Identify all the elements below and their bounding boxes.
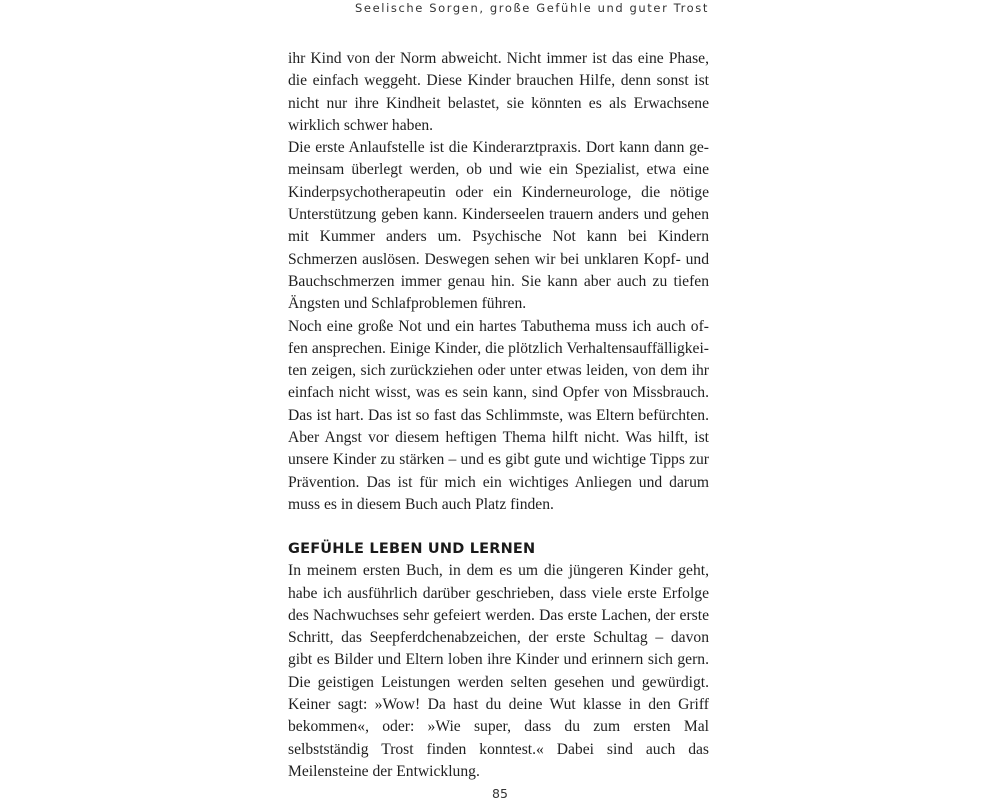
running-header: Seelische Sorgen, große Gefühle und guter Trost [355, 1, 709, 15]
paragraph-norm: ihr Kind von der Norm abweicht. Nicht immer ist das eine Phase, die einfach weggeht. Diese Kinder brauchen Hilfe, denn sonst ist nicht nur ihre Kindheit belastet, sie könnten es als Erwachsene wirklich schwer haben. [288, 50, 709, 134]
text-column [288, 48, 709, 783]
paragraph-erstes-buch: In meinem ersten Buch, in dem es um die jüngeren Kinder geht, habe ich ausführlich darüber geschrieben, dass viele erste Erfolge des Nachwuchses sehr gefeiert werden. Das erste Lachen, der erste Schritt, das Seepferdchenabzeichen, der erste Schultag – davon gibt es Bilder und Eltern loben ihre Kinder und erinnern sich gern. Die geistigen Leistungen werden selten gesehen und gewürdigt. Keiner sagt: »Wow! Da hast du deine Wut klasse in den Griff bekommen«, oder: »Wie super, dass du zum ersten Mal selbstständig Trost finden konntest.« Dabei sind auch das Meilensteine der Entwicklung. [288, 562, 709, 780]
page-number: 85 [492, 786, 508, 801]
paragraph-tabuthema: Noch eine große Not und ein hartes Tabuthema muss ich auch offen ansprechen. Einige Kinder, die plötzlich Verhaltensauffälligkeiten zeigen, sich zurückziehen oder unter etwas leiden, von dem ihr einfach nicht wisst, was es sein kann, sind Opfer von Missbrauch. Das ist hart. Das ist so fast das Schlimmste, was Eltern befürchten. Aber Angst vor diesem heftigen Thema hilft nicht. Was hilft, ist unsere Kinder zu stärken – und es gibt gute und wichtige Tipps zur Prävention. Das ist für mich ein wichtiges Anliegen und darum muss es in diesem Buch auch Platz finden. [288, 317, 709, 513]
paragraph-kinderarztpraxis: Die erste Anlaufstelle ist die Kinderarztpraxis. Dort kann dann gemeinsam überlegt werden, ob und wie ein Spezialist, etwa eine Kinderpsychotherapeutin oder ein Kinderneurologe, die nötige Unterstützung geben kann. Kinderseelen trauern anders und gehen mit Kummer anders um. Psychische Not kann bei Kindern Schmerzen auslösen. Deswegen sehen wir bei unklaren Kopf- und Bauchschmerzen immer genau hin. Sie kann aber auch zu tiefen Ängsten und Schlafproblemen führen. [288, 139, 709, 313]
section-heading: GEFÜHLE LEBEN UND LERNEN [288, 541, 536, 558]
